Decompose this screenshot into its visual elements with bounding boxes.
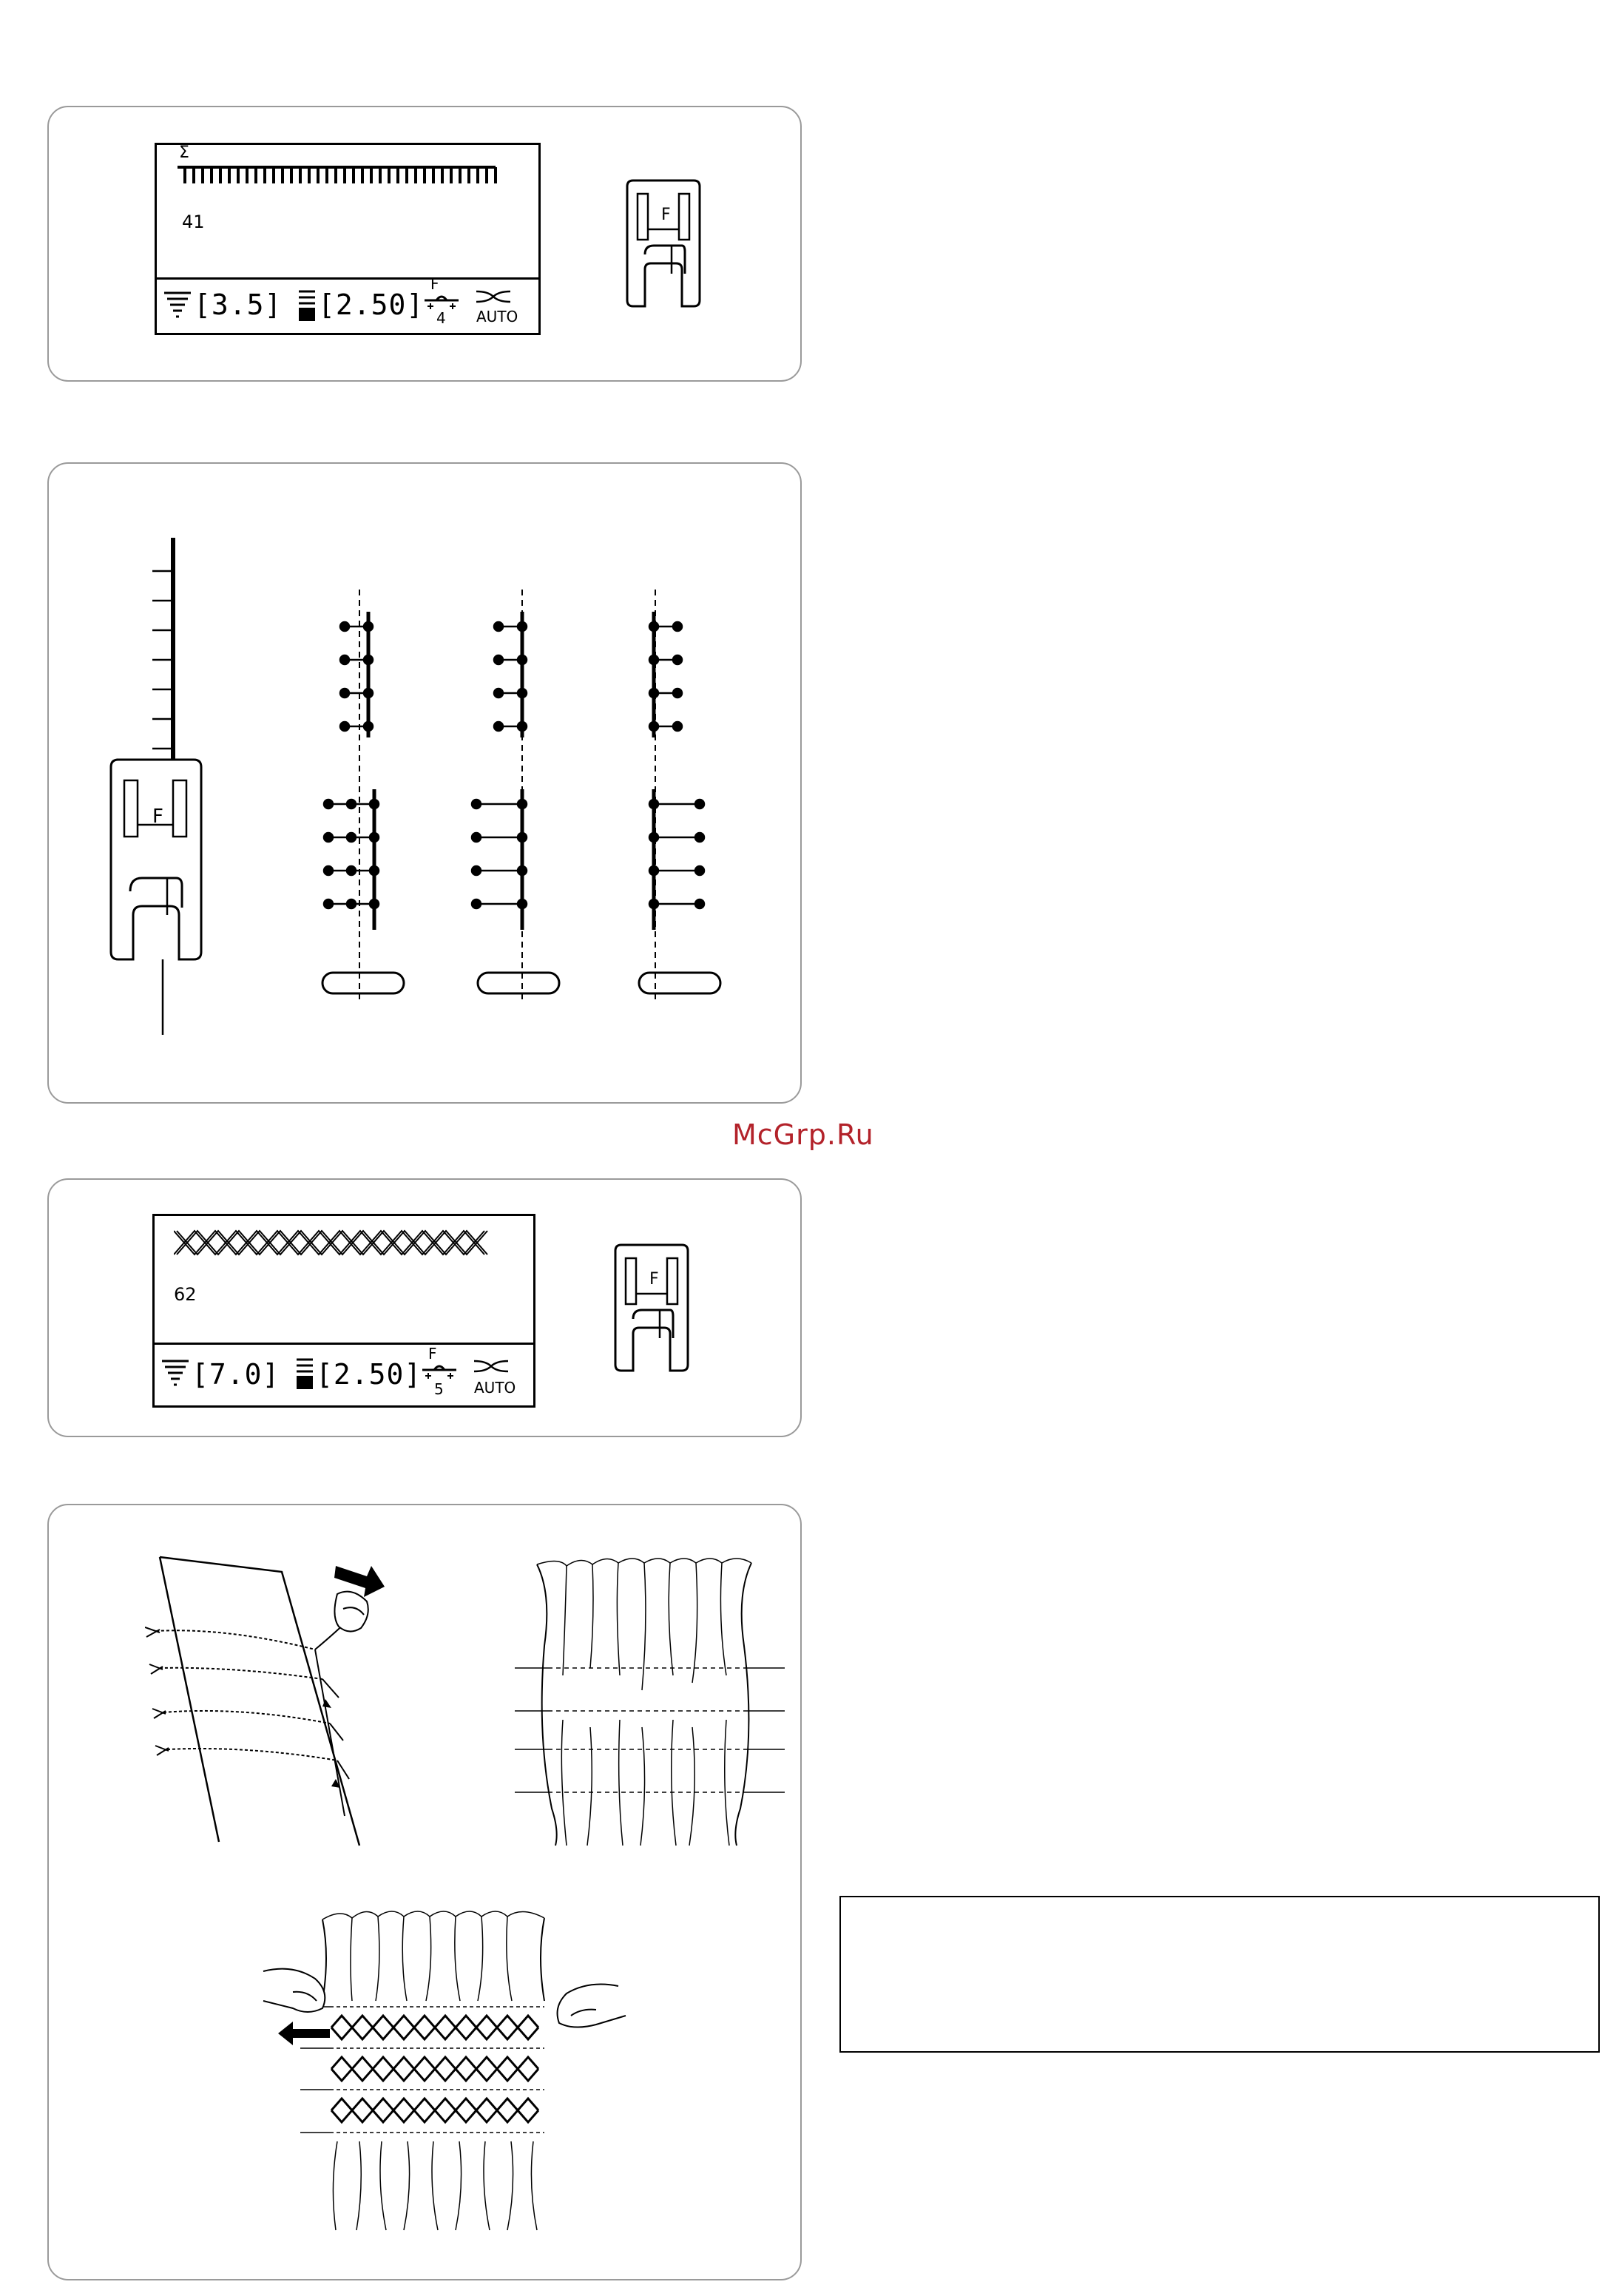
needle-position-diagrams xyxy=(300,590,788,1004)
presser-foot-f-icon xyxy=(623,178,704,311)
pattern-number: 41 xyxy=(182,212,205,232)
presser-foot-f-letter: F xyxy=(661,206,671,224)
pattern-number: 62 xyxy=(174,1284,197,1305)
illustration-gathering-threads xyxy=(145,1550,426,1853)
stitch-length-value: [2.50] xyxy=(318,288,425,321)
stitch-length-icon xyxy=(295,1357,314,1391)
thread-cutter-icon xyxy=(475,287,512,306)
figure-panel-pattern-41 xyxy=(47,106,802,382)
figure-panel-smocking-steps xyxy=(47,1504,802,2280)
sigma-symbol: Σ xyxy=(179,144,189,162)
presser-foot-f-letter: F xyxy=(649,1270,659,1289)
auto-label: AUTO xyxy=(474,1379,516,1397)
presser-foot-f-icon xyxy=(611,1242,692,1375)
foot-letter: F xyxy=(428,1345,437,1363)
lcd-status-bar xyxy=(157,277,538,333)
stitch-length-value: [2.50] xyxy=(316,1358,422,1391)
stitch-preview-smocking xyxy=(174,1226,499,1259)
stitch-width-value: [7.0] xyxy=(192,1358,280,1391)
tension-value: 5 xyxy=(434,1380,444,1398)
tension-value: 4 xyxy=(436,309,446,327)
thread-tension-icon xyxy=(423,291,460,311)
lcd-screen xyxy=(152,1214,535,1408)
figure-panel-pattern-62 xyxy=(47,1178,802,1437)
thread-cutter-icon xyxy=(473,1357,510,1376)
lcd-screen xyxy=(155,143,541,335)
presser-foot-f-letter: F xyxy=(152,806,163,828)
watermark-text: McGrp.Ru xyxy=(732,1118,874,1151)
stitch-width-icon xyxy=(163,290,192,324)
stitch-width-icon xyxy=(160,1358,190,1392)
figure-panel-needle-positions xyxy=(47,462,802,1104)
stitch-length-icon xyxy=(297,288,317,323)
lcd-status-bar xyxy=(155,1343,533,1405)
foot-letter: F xyxy=(430,275,439,293)
note-box xyxy=(839,1896,1600,2053)
illustration-gathered-fabric xyxy=(507,1550,803,1853)
presser-foot-with-guide xyxy=(108,538,226,1041)
stitch-preview-blind-hem xyxy=(178,161,525,191)
illustration-smocking-stitched xyxy=(249,1897,633,2238)
auto-label: AUTO xyxy=(476,308,518,325)
thread-tension-icon xyxy=(421,1361,458,1380)
stitch-width-value: [3.5] xyxy=(194,288,283,321)
